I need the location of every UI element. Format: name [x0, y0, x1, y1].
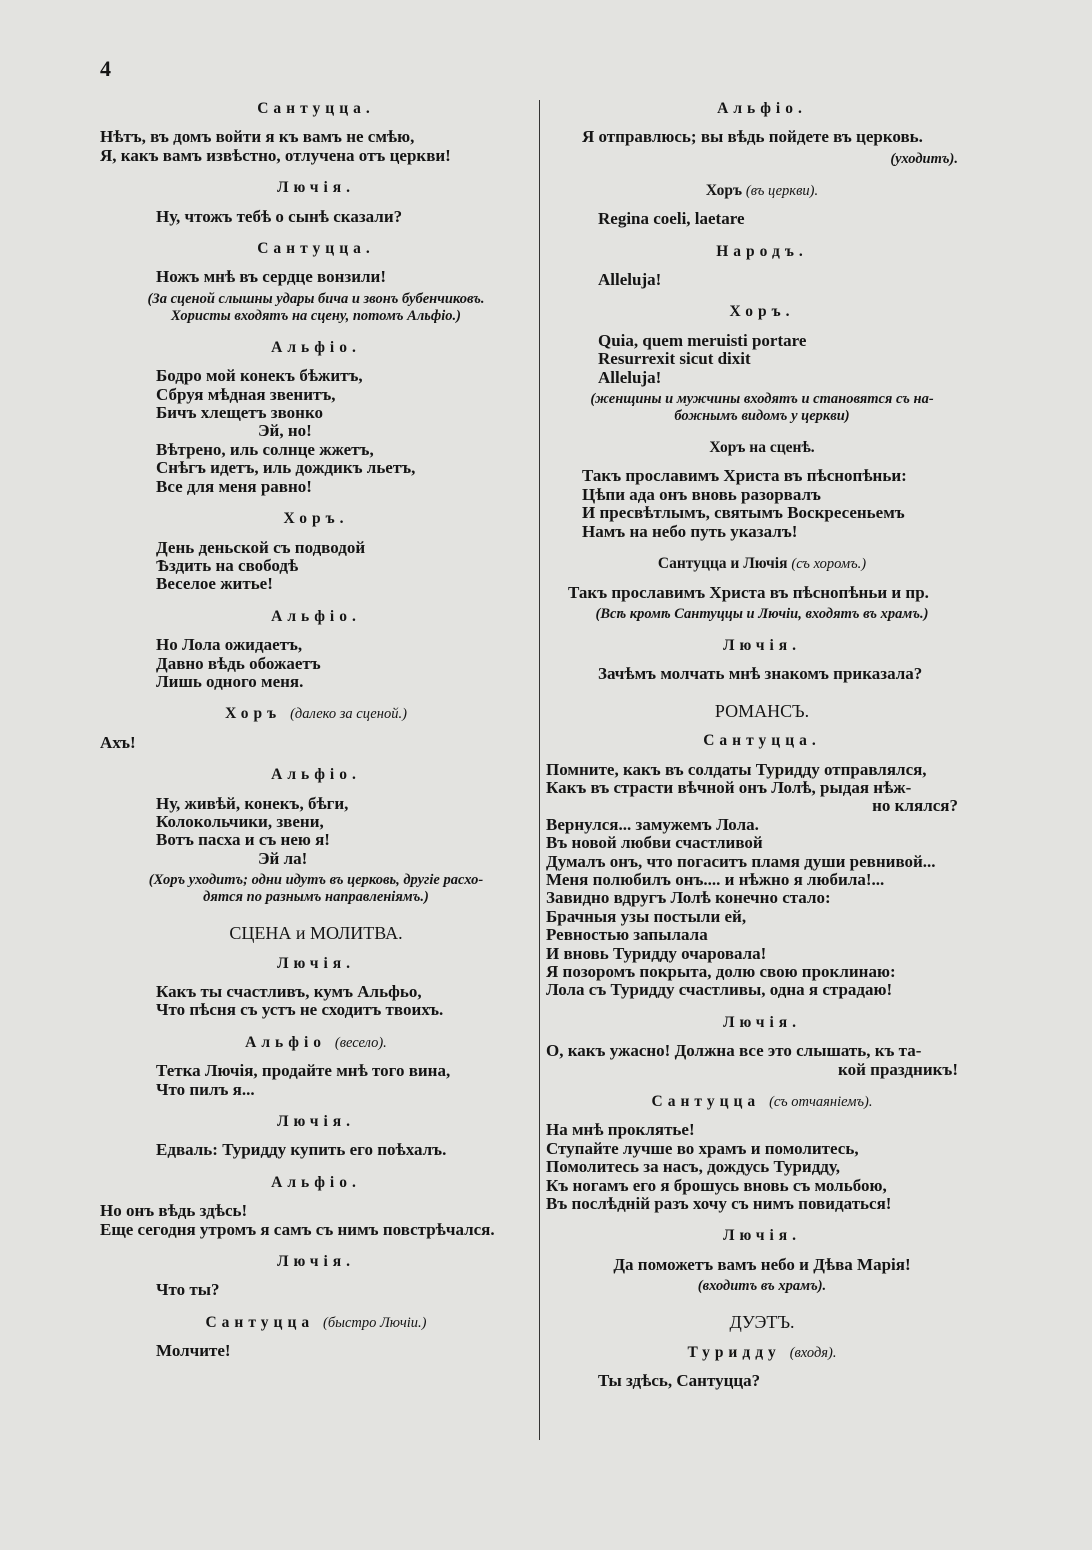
column-divider [539, 100, 540, 1440]
verse-block [100, 1062, 532, 1099]
direction-line: дятся по разнымъ направленіямъ.) [203, 889, 429, 906]
speaker-alfio: Альфіо. [271, 607, 361, 625]
verse-line: Resurrexit sicut dixit [598, 349, 751, 369]
verse-line: Въ послѣдній разъ хочу съ нимъ повидаться! [546, 1194, 892, 1214]
speaker-santuzza [546, 1093, 978, 1111]
speaker-note: (далеко за сценой.) [290, 706, 407, 723]
stage-direction [100, 872, 532, 906]
verse-block [546, 271, 978, 289]
speaker-chorus [100, 705, 532, 723]
verse-line: Ну, чтожъ тебѣ о сынѣ сказали? [156, 206, 403, 226]
verse-line: Такъ прославимъ Христа въ пѣснопѣньи: [582, 466, 907, 486]
speaker-name: Сантуцца [205, 1313, 315, 1331]
verse-line: Снѣгъ идетъ, иль дождикъ льетъ, [156, 458, 416, 478]
speaker-santuzza: Сантуцца. [257, 240, 375, 258]
page-number: 4 [100, 56, 111, 81]
speaker-santuzza: Сантуцца. [703, 732, 821, 750]
verse-line: Ахъ! [100, 732, 136, 752]
speaker-chorus [546, 182, 978, 200]
verse-line: Я позоромъ покрыта, долю свою проклинаю: [546, 962, 896, 981]
speaker-people: Народъ. [716, 242, 808, 260]
speaker-chorus: Хоръ. [729, 303, 795, 321]
verse-block [546, 332, 978, 387]
speaker-alfio: Альфіо. [271, 338, 361, 356]
verse-line: Я отправлюсь; вы вѣдь пойдете въ церковь. [582, 127, 923, 147]
speaker-chorus: Хоръ. [283, 510, 349, 528]
verse-block [100, 128, 532, 165]
verse-line: Вѣтрено, иль солнце жжетъ, [156, 439, 374, 459]
verse-line: Зачѣмъ молчать мнѣ знакомъ приказала? [598, 664, 923, 684]
verse-line: Какъ въ страсти вѣчной онъ Лолѣ, рыдая нѣж- [546, 777, 912, 797]
verse-line: Такъ прославимъ Христа въ пѣснопѣньи и пр. [568, 582, 929, 602]
left-column [100, 100, 532, 1361]
speaker-name: Альфіо [245, 1033, 327, 1051]
verse-block [546, 1372, 978, 1390]
verse-line: Ревностью запылала [546, 925, 708, 945]
verse-line: Да поможетъ вамъ небо и Дѣва Марія! [613, 1254, 911, 1274]
speaker-lucia: Лючія. [722, 1227, 802, 1245]
verse-line: Я, какъ вамъ извѣстно, отлучена отъ церкви! [100, 145, 451, 165]
verse-block [100, 539, 532, 594]
direction-line: (женщины и мужчины входятъ и становятся съ на- [590, 391, 934, 408]
verse-line: Лишь одного меня. [156, 671, 304, 691]
verse-block [100, 734, 532, 752]
direction-line: божнымъ видомъ у церкви) [674, 408, 850, 425]
section-heading: СЦЕНА и МОЛИТВА. [229, 923, 403, 944]
speaker-alfio [100, 1034, 532, 1052]
verse-block [100, 1281, 532, 1299]
section-heading: РОМАНСЪ. [714, 700, 810, 721]
direction-line: (входитъ въ храмъ). [697, 1278, 827, 1295]
speaker-alfio: Альфіо. [271, 1173, 361, 1191]
verse-line: День деньской съ подводой [156, 537, 366, 557]
verse-line: Давно вѣдь обожаетъ [156, 653, 321, 673]
verse-line: Нѣтъ, въ домъ войти я къ вамъ не смѣю, [100, 127, 415, 147]
verse-block [100, 208, 532, 226]
verse-line: Quia, quem meruisti portare [598, 330, 807, 350]
verse-line: Что ты? [156, 1280, 220, 1300]
verse-line: Alleluja! [598, 270, 662, 290]
verse-line: Помолитесь за насъ, дождусь Туридду, [546, 1157, 840, 1177]
verse-line: Завидно вдругъ Лолѣ конечно стало: [546, 888, 831, 908]
verse-line: Бодро мой конекъ бѣжитъ, [156, 366, 363, 386]
verse-block [546, 761, 978, 1000]
verse-line: Колокольчики, звени, [156, 811, 324, 831]
speaker-note: (въ церкви). [745, 182, 819, 199]
verse-line: Ты здѣсь, Сантуцца? [598, 1371, 761, 1391]
direction-line: (Всѣ кромѣ Сантуццы и Лючіи, входятъ въ храмъ.) [595, 605, 929, 622]
verse-block [100, 795, 532, 869]
verse-line: Лола съ Туридду счастливы, одна я страдаю! [546, 980, 893, 1000]
direction-line: Хористы входятъ на сцену, потомъ Альфіо.) [171, 307, 461, 324]
verse-line: Alleluja! [598, 367, 662, 387]
verse-line: О, какъ ужасно! Должна все это слышать, къ та- [546, 1041, 922, 1061]
stage-direction [100, 291, 532, 325]
speaker-lucia: Лючія. [722, 1013, 802, 1031]
verse-line: Но онъ вѣдь здѣсь! [100, 1201, 248, 1221]
speaker-lucia: Лючія. [722, 636, 802, 654]
verse-line: кой праздникъ! [838, 1059, 958, 1079]
speaker-chorus-onstage: Хоръ на сценѣ. [709, 439, 815, 457]
speaker-name: Сантуцца и Лючія [657, 555, 788, 573]
verse-line: Въ новой любви счастливой [546, 833, 763, 853]
verse-block [100, 1342, 532, 1360]
verse-line: Regina coeli, laetare [598, 209, 745, 229]
speaker-note: (съ отчаяніемъ). [769, 1094, 873, 1111]
verse-block [100, 636, 532, 691]
verse-block [100, 367, 532, 496]
verse-line: Ступайте лучше во храмъ и помолитесь, [546, 1138, 859, 1158]
verse-block [546, 128, 978, 146]
verse-line: Ножъ мнѣ въ сердце вонзили! [156, 267, 387, 287]
verse-line: Думалъ онъ, что погаситъ пламя души ревнивой... [546, 851, 936, 871]
verse-block [546, 665, 978, 683]
verse-line: Вернулся... замужемъ Лола. [546, 814, 759, 834]
verse-block [546, 467, 978, 541]
verse-line: Веселое житье! [156, 574, 273, 594]
verse-block [100, 983, 532, 1020]
speaker-name: Хоръ [705, 181, 743, 199]
stage-direction [546, 391, 978, 425]
verse-block [546, 1121, 978, 1213]
verse-line: Еще сегодня утромъ я самъ съ нимъ повстрѣчался. [100, 1219, 495, 1239]
speaker-lucia: Лючія. [276, 1113, 356, 1131]
verse-line: Но Лола ожидаетъ, [156, 635, 303, 655]
speaker-note: (быстро Лючіи.) [323, 1314, 427, 1331]
verse-line: Молчите! [156, 1341, 231, 1361]
speaker-lucia: Лючія. [276, 179, 356, 197]
verse-block [546, 210, 978, 228]
verse-line: Къ ногамъ его я брошусь вновь съ мольбою, [546, 1175, 887, 1195]
verse-line: Эй ла! [258, 848, 308, 868]
verse-line: Бичъ хлещетъ звонко [156, 403, 324, 423]
speaker-name: Туридду [687, 1343, 781, 1361]
speaker-lucia: Лючія. [276, 1253, 356, 1271]
verse-block [100, 268, 532, 286]
verse-line: Тетка Лючія, продайте мнѣ того вина, [156, 1061, 451, 1081]
speaker-alfio: Альфіо. [717, 100, 807, 117]
speaker-name: Сантуцца [651, 1093, 761, 1111]
speaker-name: Хоръ [225, 705, 282, 723]
verse-line: Все для меня равно! [156, 476, 312, 496]
speaker-lucia: Лючія. [276, 954, 356, 972]
speaker-santuzza-lucia [546, 555, 978, 573]
verse-line: И пресвѣтлымъ, святымъ Воскресеньемъ [582, 503, 905, 523]
direction-line: (уходитъ). [890, 150, 958, 167]
verse-line: Ну, живѣй, конекъ, бѣги, [156, 793, 349, 813]
verse-line: Какъ ты счастливъ, кумъ Альфьо, [156, 982, 422, 1001]
direction-line: (За сценой слышны удары бича и звонъ бубенчиковъ. [147, 290, 485, 307]
stage-direction [546, 606, 978, 623]
verse-block [100, 1141, 532, 1159]
verse-line: Вотъ пасха и съ нею я! [156, 830, 330, 850]
speaker-note: (съ хоромъ.) [791, 556, 867, 573]
verse-line: На мнѣ проклятье! [546, 1120, 695, 1140]
verse-block [546, 1256, 978, 1274]
verse-block [100, 1202, 532, 1239]
verse-block [546, 584, 978, 602]
verse-line: Сбруя мѣдная звенитъ, [156, 384, 336, 404]
verse-line: И вновь Туридду очаровала! [546, 943, 767, 963]
verse-line: Ѣздить на свободѣ [156, 555, 299, 575]
right-column [546, 100, 978, 1391]
speaker-santuzza [100, 1314, 532, 1332]
verse-line: Цѣпи ада онъ вновь разорвалъ [582, 484, 821, 504]
verse-line: Едваль: Туридду купить его поѣхалъ. [156, 1140, 447, 1160]
verse-line: Помните, какъ въ солдаты Туридду отправлялся, [546, 759, 927, 779]
verse-line: Что пѣсня съ устъ не сходитъ твоихъ. [156, 1000, 444, 1020]
speaker-turiddu [546, 1344, 978, 1362]
speaker-alfio: Альфіо. [271, 766, 361, 784]
speaker-note: (весело). [334, 1034, 387, 1051]
direction-line: (Хоръ уходитъ; одни идутъ въ церковь, другіе расхо- [148, 872, 484, 889]
verse-line: Брачныя узы постыли ей, [546, 906, 747, 926]
verse-line: но клялся? [872, 796, 958, 816]
verse-line: Что пилъ я... [156, 1079, 255, 1099]
verse-line: Намъ на небо путь указалъ! [582, 521, 798, 541]
section-heading: ДУЭТЪ. [729, 1312, 795, 1333]
stage-direction [546, 1278, 978, 1295]
verse-line: Эй, но! [258, 421, 312, 441]
speaker-note: (входя). [789, 1344, 837, 1361]
stage-direction [546, 151, 978, 168]
verse-line: Меня полюбилъ онъ.... и нѣжно я любила!... [546, 869, 885, 889]
verse-block [546, 1042, 978, 1079]
speaker-santuzza: Сантуцца. [257, 100, 375, 117]
